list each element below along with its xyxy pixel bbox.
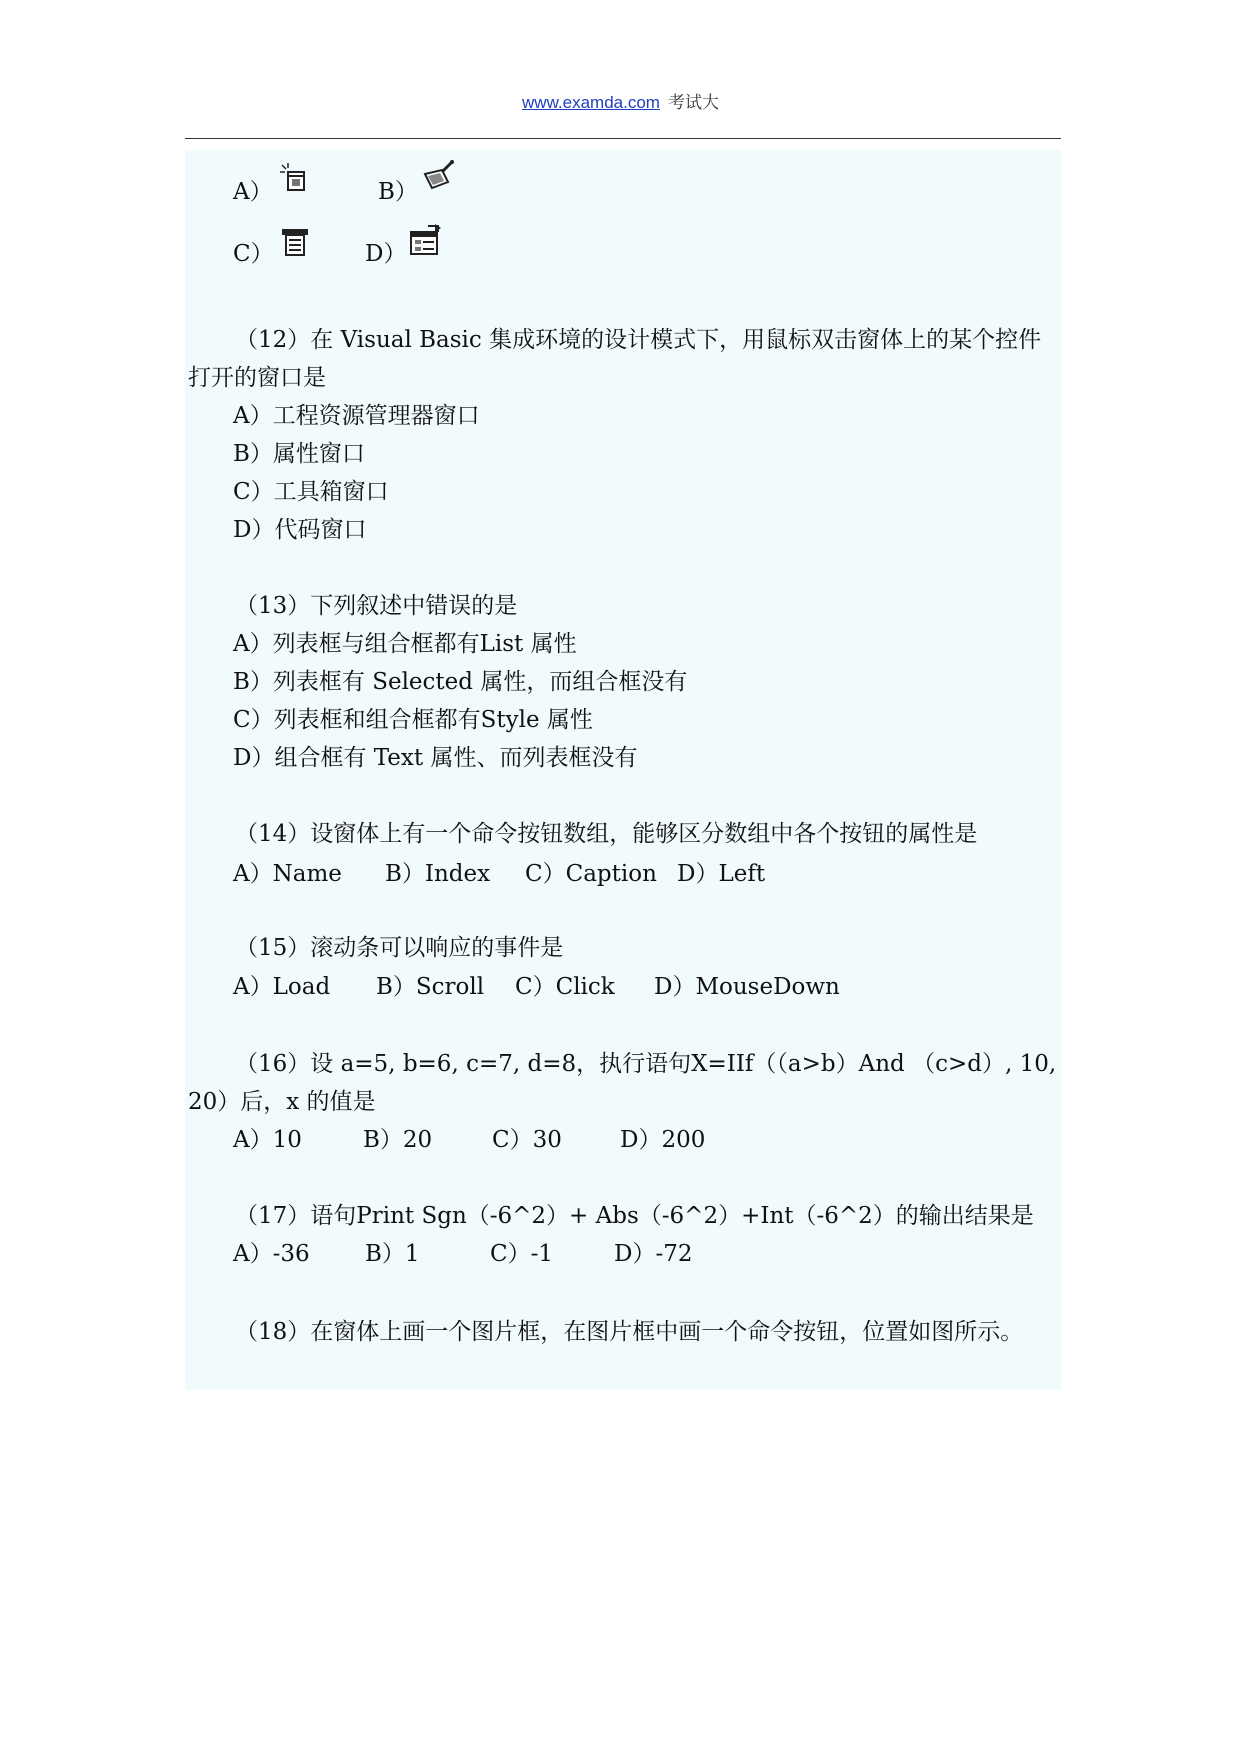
q13-option-c: C）列表框和组合框都有Style 属性 bbox=[233, 707, 593, 733]
q16-option-d: D）200 bbox=[620, 1127, 706, 1153]
q15-option-b: B）Scroll bbox=[376, 974, 485, 1000]
q12-option-b: B）属性窗口 bbox=[233, 441, 365, 467]
q12-stem-line1: （12）在 Visual Basic 集成环境的设计模式下，用鼠标双击窗体上的某个控件 bbox=[235, 327, 1042, 353]
q17-option-c: C）-1 bbox=[490, 1241, 554, 1267]
q11-option-c-label: C） bbox=[233, 241, 274, 267]
q16-stem-line2: 20）后，x 的值是 bbox=[188, 1089, 376, 1115]
menu-editor-icon bbox=[278, 226, 312, 260]
q13-stem: （13）下列叙述中错误的是 bbox=[235, 593, 518, 619]
site-url-link[interactable]: www.examda.com bbox=[522, 93, 660, 112]
q13-option-d: D）组合框有 Text 属性、而列表框没有 bbox=[233, 745, 638, 771]
add-form-icon bbox=[278, 162, 312, 196]
paint-brush-icon bbox=[422, 160, 456, 194]
q12-stem-line2: 打开的窗口是 bbox=[188, 365, 326, 391]
q17-option-d: D）-72 bbox=[614, 1241, 693, 1267]
q16-option-c: C）30 bbox=[492, 1127, 562, 1153]
q17-option-a: A）-36 bbox=[233, 1241, 310, 1267]
q17-option-b: B）1 bbox=[365, 1241, 420, 1267]
q16-option-a: A）10 bbox=[233, 1127, 302, 1153]
q15-stem: （15）滚动条可以响应的事件是 bbox=[235, 935, 564, 961]
properties-window-icon bbox=[408, 224, 442, 258]
q13-option-a: A）列表框与组合框都有List 属性 bbox=[233, 631, 577, 657]
q18-stem: （18）在窗体上画一个图片框，在图片框中画一个命令按钮，位置如图所示。 bbox=[235, 1319, 1024, 1345]
q11-option-d-label: D） bbox=[365, 241, 407, 267]
site-name: 考试大 bbox=[667, 93, 719, 113]
q14-stem: （14）设窗体上有一个命令按钮数组，能够区分数组中各个按钮的属性是 bbox=[235, 821, 978, 847]
header-divider bbox=[185, 138, 1061, 139]
page-header bbox=[0, 88, 1241, 113]
q12-option-a: A）工程资源管理器窗口 bbox=[233, 403, 480, 429]
q14-option-a: A）Name bbox=[233, 861, 342, 887]
q12-option-c: C）工具箱窗口 bbox=[233, 479, 389, 505]
q15-option-a: A）Load bbox=[233, 974, 331, 1000]
q15-option-c: C）Click bbox=[515, 974, 615, 1000]
q16-stem-line1: （16）设 a=5, b=6, c=7, d=8，执行语句X=IIf（（a>b）And （c>d）, 10, bbox=[235, 1051, 1057, 1077]
q14-option-c: C）Caption bbox=[525, 861, 657, 887]
q15-option-d: D）MouseDown bbox=[654, 974, 840, 1000]
q11-option-a-label: A） bbox=[233, 179, 273, 205]
q16-option-b: B）20 bbox=[363, 1127, 433, 1153]
q14-option-b: B）Index bbox=[385, 861, 491, 887]
q11-option-b-label: B） bbox=[378, 179, 418, 205]
q12-option-d: D）代码窗口 bbox=[233, 517, 367, 543]
q14-option-d: D）Left bbox=[677, 861, 766, 887]
q13-option-b: B）列表框有 Selected 属性，而组合框没有 bbox=[233, 669, 688, 695]
q17-stem: （17）语句Print Sgn（-6^2）+ Abs（-6^2）+Int（-6^2）的输出结果是 bbox=[235, 1203, 1034, 1229]
